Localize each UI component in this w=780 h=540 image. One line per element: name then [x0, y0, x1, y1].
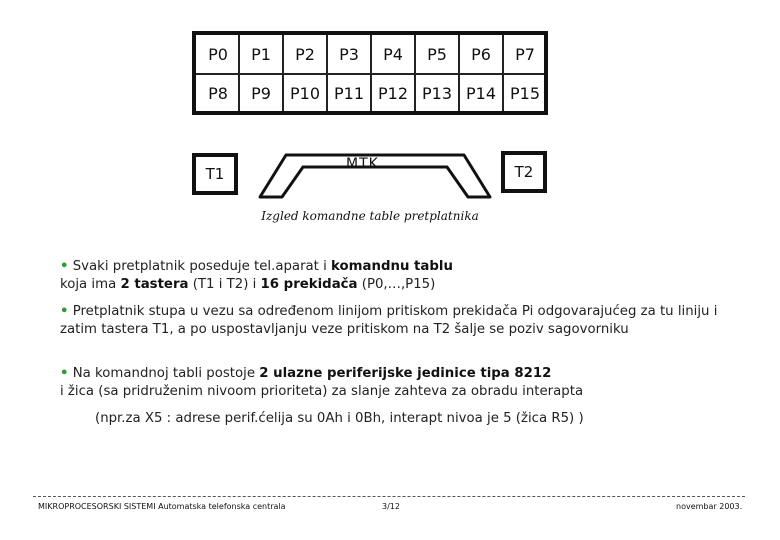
figure-caption: Izgled komandne table pretplatnika [261, 209, 479, 223]
switch-p6: P6 [471, 44, 491, 64]
switch-p11: P11 [333, 83, 364, 103]
footer-date: novembar 2003. [676, 502, 743, 511]
switch-p12: P12 [377, 83, 408, 103]
bullet-icon: • [60, 304, 69, 319]
bullet-icon: • [60, 366, 69, 381]
switch-p9: P9 [251, 83, 271, 103]
example-note: (npr.za X5 : adrese perif.ćelija su 0Ah i 0Bh, interapt nivoa je 5 (žica R5) ) [95, 411, 584, 426]
bullet-icon: • [60, 259, 69, 274]
footer-divider [33, 496, 745, 497]
switch-p2: P2 [295, 44, 315, 64]
paragraph-1: • Svaki pretplatnik poseduje tel.aparat i komandnu tablu koja ima 2 tastera (T1 i T2) i 16 prekidača (P0,…,P15) [60, 259, 453, 292]
switch-p10: P10 [289, 83, 320, 103]
key-t1: T1 [192, 153, 238, 195]
switch-p14: P14 [465, 83, 496, 103]
switch-p5: P5 [427, 44, 447, 64]
switch-p0: P0 [208, 44, 228, 64]
footer-course: MIKROPROCESORSKI SISTEMI Automatska telefonska centrala [38, 502, 286, 511]
switch-panel [192, 31, 548, 115]
switch-p13: P13 [421, 83, 452, 103]
switch-p15: P15 [509, 83, 540, 103]
mtk-label: MTK [346, 156, 379, 172]
footer-page-number: 3/12 [382, 502, 400, 511]
switch-p7: P7 [515, 44, 535, 64]
key-t2: T2 [501, 151, 547, 193]
paragraph-3: • Na komandnoj tabli postoje 2 ulazne periferijske jedinice tipa 8212 i žica (sa pridruženim nivoom prioriteta) za slanje zahteva za obradu interapta [60, 366, 584, 399]
switch-p4: P4 [383, 44, 403, 64]
switch-p8: P8 [208, 83, 228, 103]
paragraph-2: • Pretplatnik stupa u vezu sa određenom linijom pritiskom prekidača Pi odgovarajućeg za tu liniju i zatim tastera T1, a po uspostavljanju veze pritiskom na T2 šalje se poziv sagovorniku [60, 304, 718, 337]
switch-p1: P1 [251, 44, 271, 64]
switch-p3: P3 [339, 44, 359, 64]
